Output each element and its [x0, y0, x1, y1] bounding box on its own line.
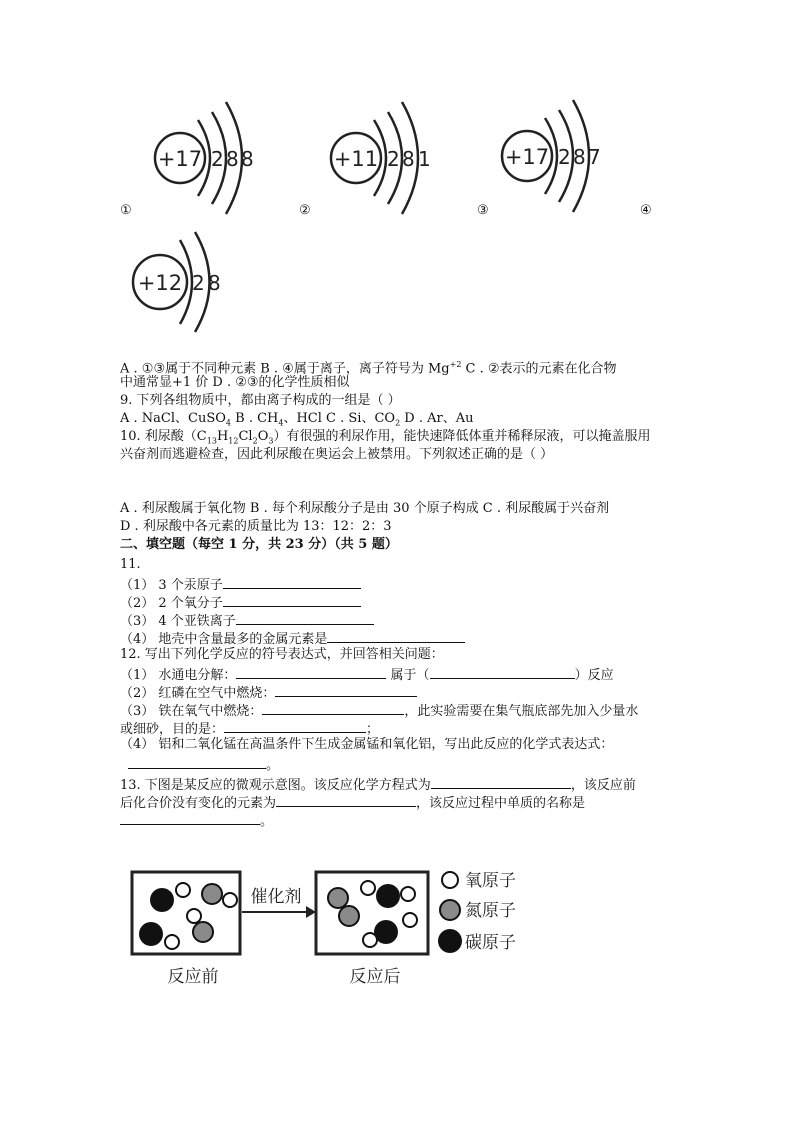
q13-blank-simple-substance[interactable] [120, 810, 260, 825]
q13-line-1: 13. 下图是某反应的微观示意图。该反应化学方程式为 ，该反应前 [120, 774, 636, 795]
q8-options-line-1: A . ①③属于不同种元素 B . ④属于离子，离子符号为 $Mg^{+2}$ C . ②表示的元素在化合物 [120, 360, 617, 377]
q9-stem: 9. 下列各组物质中，都由离子构成的一组是（ ） [120, 393, 401, 408]
atom-structure-3 [502, 100, 601, 212]
carbon-atom [139, 922, 163, 946]
atom-4-shell-2: 8 [208, 271, 221, 295]
atom-2-shell-3: 1 [418, 147, 431, 171]
oxygen-atom [361, 881, 375, 895]
oxygen-atom [187, 909, 201, 923]
atom-label-2: ② [299, 203, 311, 218]
oxygen-atom [176, 883, 190, 897]
q12-item-3: （3） 铁在氧气中燃烧： ，此实验需要在集气瓶底部先加入少量水 [120, 700, 638, 721]
atom-3-nucleus: +17 [504, 145, 550, 169]
legend-carbon-label: 碳原子 [465, 933, 516, 953]
q11-blank-1[interactable] [223, 574, 361, 589]
legend-carbon-icon [438, 929, 462, 953]
q13-line-3: 。 [120, 810, 273, 831]
oxygen-atom [363, 933, 377, 947]
atom-4-shell-1: 2 [192, 271, 205, 295]
atom-1-shell-3: 8 [241, 147, 254, 171]
q8-options-line-2: 中通常显+1 价 D . ②③的化学性质相似 [120, 375, 350, 390]
q11-item-4: （4） 地壳中含量最多的金属元素是 [120, 628, 465, 649]
atom-1-shell-1: 2 [211, 147, 224, 171]
oxygen-atom [401, 887, 415, 901]
atom-3-shell-3: 7 [588, 145, 601, 169]
legend-nitrogen-icon [440, 900, 460, 920]
atom-structure-2 [331, 102, 431, 214]
atom-label-4: ④ [640, 203, 652, 218]
q12-blank-3[interactable] [262, 700, 404, 715]
q12-blank-4[interactable] [128, 754, 266, 769]
after-label: 反应后 [349, 967, 401, 987]
q12-item-3-cont: 或细砂，目的是： ； [120, 718, 379, 739]
q10-options-line-2: D . 利尿酸中各元素的质量比为 13：12：2：3 [120, 519, 392, 534]
oxygen-atom [223, 893, 237, 907]
atom-2-shell-2: 8 [402, 147, 415, 171]
atom-2-nucleus: +11 [333, 147, 379, 171]
q11-item-3: （3） 4 个亚铁离子 [120, 610, 374, 631]
legend-nitrogen-label: 氮原子 [465, 901, 516, 921]
q13-line-2: 后化合价没有变化的元素为 ，该反应过程中单质的名称是 [120, 792, 585, 813]
catalyst-label: 催化剂 [250, 887, 302, 907]
q12-blank-1-type[interactable] [430, 664, 575, 679]
q9-options: A . NaCl、CuSO$_4$ B . $CH_4$、HCl C . Si、$CO_2$ D . Ar、Au [120, 411, 474, 428]
nitrogen-atom [193, 922, 213, 942]
atom-3-shell-2: 8 [573, 145, 586, 169]
legend-oxygen-label: 氧原子 [465, 871, 516, 891]
q12-blank-3-purpose[interactable] [224, 718, 366, 733]
q12-item-4: （4） 铝和二氧化锰在高温条件下生成金属锰和氧化铝，写出此反应的化学式表达式： [120, 737, 614, 752]
oxygen-atom [165, 935, 179, 949]
q12-blank-1[interactable] [236, 664, 386, 679]
q10-options-line-1: A . 利尿酸属于氧化物 B . 每个利尿酸分子是由 30 个原子构成 C . 利尿酸属于兴奋剂 [120, 501, 610, 516]
nitrogen-atom [339, 906, 359, 926]
q10-stem-line-1: 10. 利尿酸$(C_{13}H_{12}Cl_2O_3)$有很强的利尿作用，能快速降低体重并稀释尿液，可以掩盖服用 [120, 429, 651, 446]
before-label: 反应前 [167, 967, 219, 987]
q13-blank-equation[interactable] [431, 774, 571, 789]
atom-3-shell-1: 2 [558, 145, 571, 169]
q13-blank-element[interactable] [276, 792, 416, 807]
atom-1-nucleus: +17 [157, 147, 203, 171]
q12-item-2: （2） 红磷在空气中燃烧： [120, 682, 417, 703]
q10-stem-line-2: 兴奋剂而逃避检查，因此利尿酸在奥运会上被禁用。下列叙述正确的是（ ） [120, 447, 554, 462]
carbon-atom [150, 888, 174, 912]
atom-label-1: ① [120, 203, 132, 218]
section-2-heading: 二、填空题（每空 1 分，共 23 分）（共 5 题） [120, 537, 398, 552]
nitrogen-atom [328, 888, 348, 908]
q12-item-4-answer: 。 [120, 754, 279, 775]
atom-2-shell-1: 2 [387, 147, 400, 171]
atom-label-3: ③ [477, 203, 489, 218]
reaction-diagram [120, 860, 540, 990]
q11-blank-2[interactable] [223, 592, 361, 607]
q12-item-1: （1） 水通电分解： 属于（ ）反应 [120, 664, 614, 685]
q11-blank-4[interactable] [327, 628, 465, 643]
oxygen-atom [403, 913, 417, 927]
q11-blank-3[interactable] [236, 610, 374, 625]
legend-oxygen-icon [442, 872, 458, 888]
atom-structure-1 [155, 102, 254, 214]
q11-item-2: （2） 2 个氧分子 [120, 592, 361, 613]
q11-number: 11. [120, 557, 141, 572]
q12-stem: 12. 写出下列化学反应的符号表达式，并回答相关问题： [120, 647, 444, 662]
nitrogen-atom [202, 884, 222, 904]
atom-structure-4 [133, 232, 221, 332]
carbon-atom [376, 884, 400, 908]
q12-blank-2[interactable] [275, 682, 417, 697]
atom-4-nucleus: +12 [137, 271, 183, 295]
q11-item-1: （1） 3 个汞原子 [120, 574, 361, 595]
atom-1-shell-2: 8 [226, 147, 239, 171]
